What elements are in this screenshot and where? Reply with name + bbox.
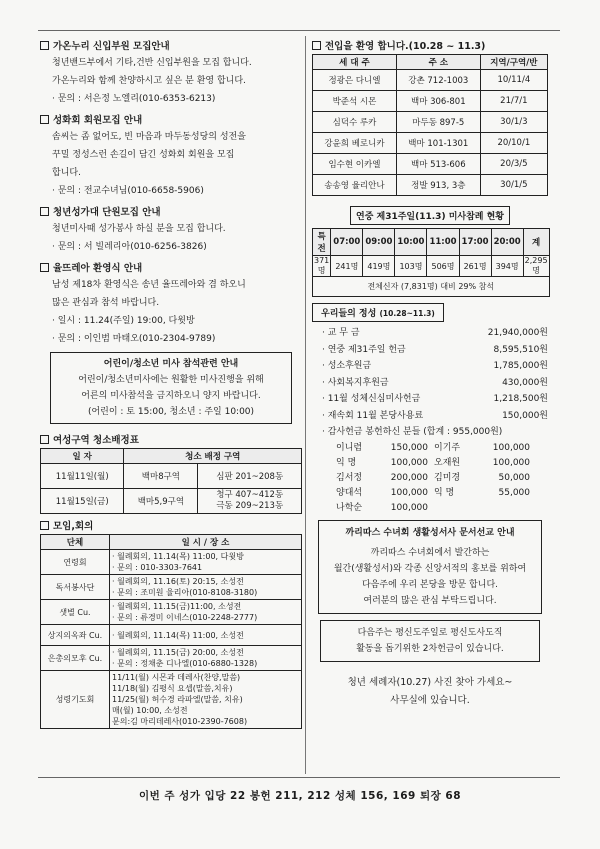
table-header: 계	[523, 229, 549, 256]
table-header: 17:00	[459, 229, 491, 256]
notice-title: 까리따스 수녀회 생활성서사 문서선교 안내	[345, 527, 515, 538]
table-header: 일 시 / 장 소	[110, 535, 302, 550]
square-bullet-icon	[40, 115, 49, 124]
table-header: 11:00	[427, 229, 459, 256]
table-cell: 103명	[395, 256, 427, 277]
table-cell: 백마 513-606	[396, 154, 480, 175]
left-column	[40, 38, 302, 733]
recruit-guitar-section	[40, 38, 302, 108]
column-divider	[305, 36, 306, 774]
table-cell: 강촌 712-1003	[396, 70, 480, 91]
text-line: 청년미사때 성가봉사 하실 분을 모집 합니다.	[52, 224, 226, 234]
table-row	[41, 625, 302, 646]
text-line: 사무실에 있습니다.	[390, 694, 470, 706]
contact-line: · 문의 : 서 빌레리아(010-6256-3826)	[52, 242, 207, 252]
table-header: 일 자	[41, 449, 124, 464]
table-cell: 10/11/4	[480, 70, 547, 91]
cleaning-section	[40, 432, 302, 514]
text-line: 청년 세례자(10.27) 사진 찾아 가세요~	[347, 676, 513, 688]
finance-title-badge	[312, 303, 444, 322]
contact-line: · 문의 : 이인범 마태오(010-2304-9789)	[52, 334, 216, 344]
table-cell: 백마 306-801	[396, 91, 480, 112]
finance-row: · 11월 성체신심미사헌금 1,218,500원	[322, 394, 548, 404]
table-row	[313, 256, 550, 277]
table-cell: 연령회	[41, 550, 110, 575]
text-line: 많은 관심과 참석 바랍니다.	[52, 298, 160, 308]
table-cell: 독서봉사단	[41, 575, 110, 600]
table-cell: 성령기도회	[41, 671, 110, 729]
section-title: 전입을 환영 합니다.(10.28 ~ 11.3)	[325, 41, 486, 52]
text-line: 솜씨는 좀 없어도, 빈 마음과 마두동성당의 성전을	[52, 132, 246, 142]
finance-row: · 교 무 금 21,940,000원	[322, 328, 548, 338]
table-cell: 394명	[491, 256, 523, 277]
table-cell: 261명	[459, 256, 491, 277]
square-bullet-icon	[40, 41, 49, 50]
section-title: 가온누리 신입부원 모집안내	[53, 41, 170, 52]
square-bullet-icon	[40, 521, 49, 530]
table-cell: 371명	[314, 256, 330, 275]
table-cell: 30/1/5	[480, 175, 547, 196]
finance-row: · 연중 제31주일 헌금 8,595,510원	[322, 344, 548, 355]
table-cell: 상지의옥좌 Cu.	[41, 625, 110, 646]
table-cell: 21/7/1	[480, 91, 547, 112]
table-row	[41, 575, 302, 600]
text-line: 활동을 돕기위한 2차헌금이 있습니다.	[356, 643, 504, 654]
newcomers-section	[312, 38, 548, 196]
table-cell: 11월11일(월)	[41, 464, 124, 489]
table-header: 07:00	[331, 229, 363, 256]
section-title: 율뜨레아 환영식 안내	[53, 263, 143, 274]
table-header: 청소 배정 구역	[124, 449, 302, 464]
table-cell: · 월례회의, 11.14(목) 11:00, 소성전	[110, 625, 302, 646]
table-row	[313, 70, 548, 91]
table-cell: 정발 913, 3층	[396, 175, 480, 196]
table-cell: 2,295명	[524, 256, 548, 275]
table-header: 주 소	[396, 55, 480, 70]
text-line: 어린이/청소년미사에는 원활한 미사진행을 위해	[78, 375, 264, 385]
section-title: 여성구역 청소배정표	[53, 435, 139, 446]
table-cell: 심덕수 루카	[313, 112, 397, 133]
text-line: 월간(생활성서)와 각종 신앙서적의 홍보를 위하여	[333, 563, 527, 574]
section-title: 성화회 회원모집 안내	[53, 115, 143, 126]
meetings-section	[40, 518, 302, 729]
table-cell: 샛별 Cu.	[41, 600, 110, 625]
table-row	[41, 646, 302, 671]
text-line: 까리따스 수녀회에서 발간하는	[370, 547, 490, 558]
table-cell: 419명	[363, 256, 395, 277]
right-column	[312, 38, 548, 710]
table-header: 10:00	[395, 229, 427, 256]
attendance-table	[312, 228, 550, 297]
text-line: 어른의 미사참석을 금지하오니 양지 바랍니다.	[81, 391, 261, 401]
table-row	[313, 91, 548, 112]
table-cell: 백마5,9구역	[124, 489, 198, 514]
section-title: 청년성가대 단원모집 안내	[53, 207, 161, 218]
table-row	[313, 154, 548, 175]
text-line: 합니다.	[52, 168, 81, 178]
table-cell: 506명	[427, 256, 459, 277]
table-cell: · 월례회의, 11.14(목) 11:00, 다윗방 · 문의 : 010-3303-7641	[110, 550, 302, 575]
table-header: 특전	[313, 229, 331, 256]
table-cell: 심판 201~208동	[198, 464, 302, 489]
contact-line: · 문의 : 서은정 노엘리(010-6353-6213)	[52, 94, 216, 104]
photo-notice	[312, 674, 548, 710]
welcome-section	[40, 260, 302, 348]
table-cell: 정광은 다니엘	[313, 70, 397, 91]
square-bullet-icon	[312, 41, 321, 50]
table-row	[313, 175, 548, 196]
layfund-notice-box	[320, 620, 540, 662]
recruit-art-section	[40, 112, 302, 200]
square-bullet-icon	[40, 263, 49, 272]
table-row	[41, 671, 302, 729]
table-row	[313, 133, 548, 154]
table-row	[313, 277, 550, 297]
donation-title: · 감사헌금 봉헌하신 분들 (합계 : 955,000원)	[322, 427, 503, 437]
attendance-title: 연중 제31주일(11.3) 미사참례 현황	[350, 206, 510, 225]
table-cell: 백마8구역	[124, 464, 198, 489]
hymn-footer: 이번 주 성가 입당 22 봉헌 211, 212 성체 156, 169 퇴장 68	[138, 790, 462, 802]
bottom-rule	[38, 777, 560, 778]
text-line: 다음주는 평신도주일로 평신도사도직	[357, 627, 503, 638]
finance-row: · 성소후원금 1,785,000원	[322, 361, 548, 371]
table-header: 세 대 주	[313, 55, 397, 70]
table-cell: 20/10/1	[480, 133, 547, 154]
donation-grid: 이니렴 150,000 이기주 100,000 익 명 100,000 오재원 100,000 김서정 200,000 김미경 50,000 양대석 100,000 익 명 55,000 나학순 100,000	[336, 442, 530, 513]
table-cell: 30/1/3	[480, 112, 547, 133]
table-row	[41, 550, 302, 575]
text-line: 꾸밀 정성스런 손길이 담긴 성화회 회원을 모집	[52, 150, 235, 160]
table-row	[41, 600, 302, 625]
table-cell: 20/3/5	[480, 154, 547, 175]
table-cell: 백마 101-1301	[396, 133, 480, 154]
time-line: (어린이 : 토 15:00, 청소년 : 주일 10:00)	[87, 407, 255, 417]
contact-line: · 문의 : 전교수녀님(010-6658-5906)	[52, 186, 204, 196]
text-line: 가온누리와 함께 찬양하시고 싶은 분 환영 합니다.	[52, 76, 246, 86]
table-cell: 마두동 897-5	[396, 112, 480, 133]
table-cell: 청구 407~412동 극동 209~213동	[198, 489, 302, 514]
table-cell: · 월례회의, 11.15(금)11:00, 소성전 · 문의 : 류경미 이네스(010-2248-2777)	[110, 600, 302, 625]
text-line: 다음주에 우리 본당을 방문 합니다.	[361, 579, 499, 590]
nuns-notice-box	[318, 520, 542, 614]
table-header: 09:00	[363, 229, 395, 256]
table-row	[41, 489, 302, 514]
table-cell: · 월례회의, 11.16(토) 20:15, 소성전 · 문의 : 조미원 율리아(010-8108-3180)	[110, 575, 302, 600]
table-cell: 송송영 율리안나	[313, 175, 397, 196]
table-row	[313, 112, 548, 133]
callout-title: 어린이/청소년 미사 참석관련 안내	[103, 359, 239, 369]
square-bullet-icon	[40, 207, 49, 216]
finance-period: (10.28~11.3)	[379, 309, 435, 318]
table-cell: 11월15일(금)	[41, 489, 124, 514]
youth-choir-section	[40, 204, 302, 256]
table-header: 20:00	[491, 229, 523, 256]
finance-section	[312, 297, 548, 516]
table-cell: 전체신자 (7,831명) 대비 29% 참석	[313, 277, 550, 297]
text-line: 남성 제18차 환영식은 송년 율뜨레아와 겸 하오니	[52, 280, 246, 290]
cleaning-table	[40, 448, 302, 514]
newcomers-table	[312, 54, 548, 196]
table-cell: 11/11(월) 시몬과 데레사(찬양,말씀) 11/18(월) 김평식 요셉(말씀,치유) 11/25(월) 허수경 라파엘(말씀, 치유) 매(월) 10:00, 소성전 문의:김 마리데레사(010-2390-7608)	[110, 671, 302, 729]
meetings-table	[40, 534, 302, 729]
text-line: 여러분의 많은 관심 부탁드립니다.	[363, 595, 497, 606]
table-cell: 박준석 시몬	[313, 91, 397, 112]
table-cell: 강윤희 베로니카	[313, 133, 397, 154]
table-cell: · 월례회의, 11.15(금) 20:00, 소성전 · 문의 : 정채춘 디나엘(010-6880-1328)	[110, 646, 302, 671]
kids-mass-callout	[50, 352, 292, 424]
square-bullet-icon	[40, 435, 49, 444]
text-line: 청년밴드부에서 기타,건반 신입부원을 모집 합니다.	[52, 58, 252, 68]
finance-title: 우리들의 정성	[321, 309, 377, 319]
finance-row: · 재속회 11월 본당사용료 150,000원	[322, 410, 548, 421]
finance-row: · 사회복지후원금 430,000원	[322, 377, 548, 388]
table-header: 단체	[41, 535, 110, 550]
top-rule	[38, 30, 560, 31]
table-cell: 임수현 이카엘	[313, 154, 397, 175]
table-header: 지역/구역/반	[480, 55, 547, 70]
table-row	[41, 464, 302, 489]
table-cell: 241명	[331, 256, 363, 277]
table-cell: 은총의모후 Cu.	[41, 646, 110, 671]
section-title: 모임,회의	[53, 521, 94, 532]
date-line: · 일시 : 11.24(주일) 19:00, 다윗방	[52, 316, 195, 326]
